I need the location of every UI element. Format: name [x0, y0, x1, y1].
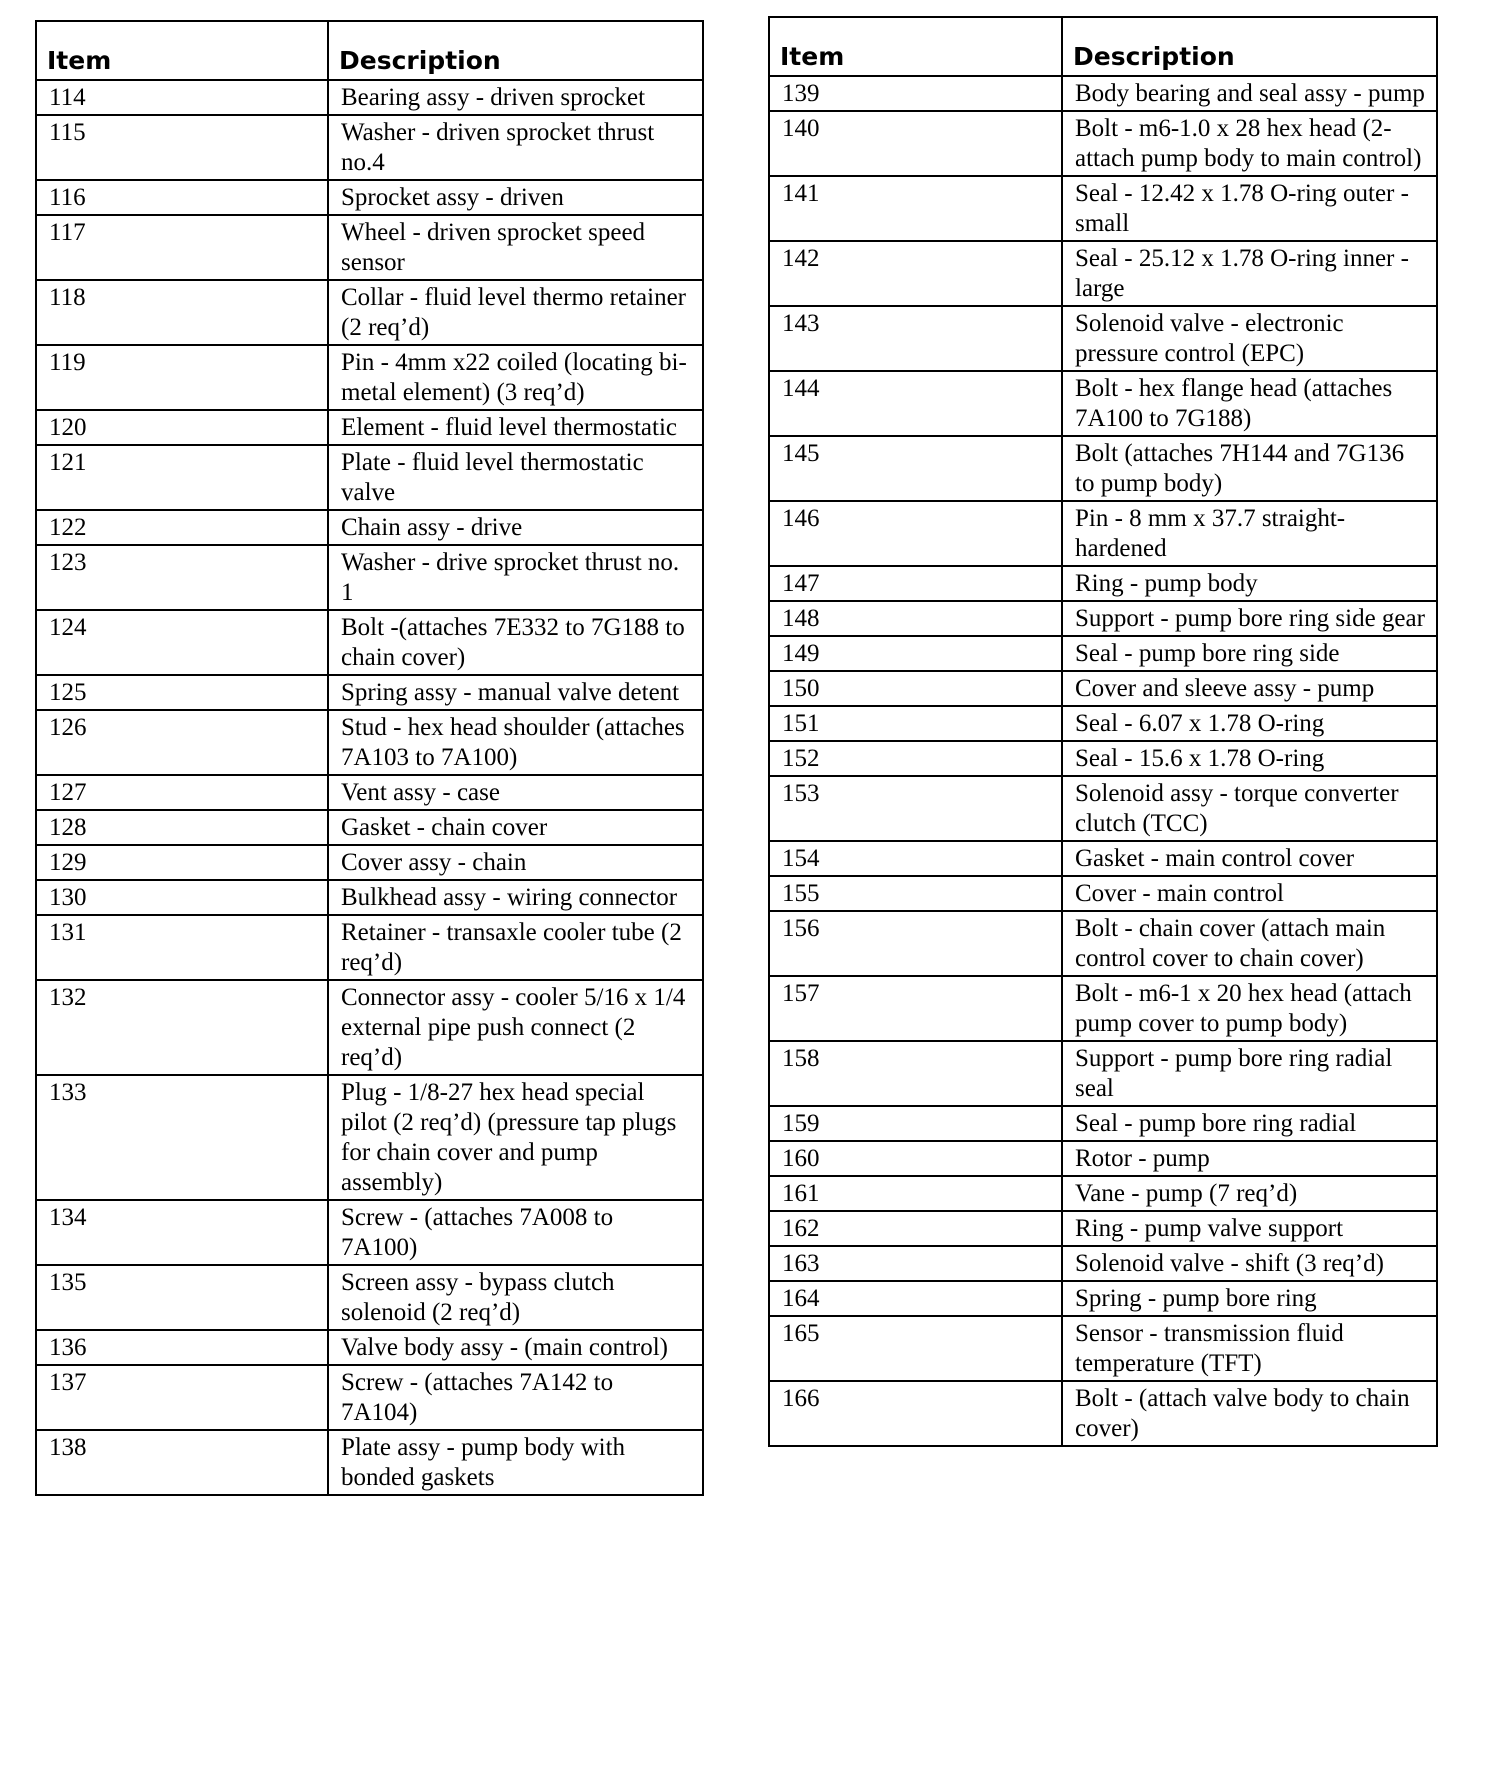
description-column-header: Description	[328, 21, 703, 80]
item-number-cell: 121	[36, 445, 328, 510]
table-row	[36, 115, 703, 180]
table-row	[769, 636, 1437, 671]
table-row	[769, 601, 1437, 636]
description-cell: Cover and sleeve assy - pump	[1062, 671, 1437, 706]
description-cell: Valve body assy - (main control)	[328, 1330, 703, 1365]
left-table-body	[36, 80, 703, 1495]
table-header-row	[769, 17, 1437, 76]
table-row	[36, 845, 703, 880]
table-row	[769, 1316, 1437, 1381]
description-cell: Screw - (attaches 7A142 to 7A104)	[328, 1365, 703, 1430]
item-number-cell: 163	[769, 1246, 1062, 1281]
item-number-cell: 154	[769, 841, 1062, 876]
item-number-cell: 165	[769, 1316, 1062, 1381]
description-cell: Chain assy - drive	[328, 510, 703, 545]
item-number-cell: 143	[769, 306, 1062, 371]
table-row	[36, 180, 703, 215]
table-row	[36, 510, 703, 545]
table-row	[769, 876, 1437, 911]
item-number-cell: 146	[769, 501, 1062, 566]
table-row	[769, 176, 1437, 241]
item-number-cell: 149	[769, 636, 1062, 671]
table-row	[36, 280, 703, 345]
description-cell: Pin - 8 mm x 37.7 straight-hardened	[1062, 501, 1437, 566]
item-number-cell: 126	[36, 710, 328, 775]
table-row	[769, 306, 1437, 371]
table-row	[769, 741, 1437, 776]
description-cell: Collar - fluid level thermo retainer (2 req’d)	[328, 280, 703, 345]
description-cell: Rotor - pump	[1062, 1141, 1437, 1176]
table-row	[769, 706, 1437, 741]
description-cell: Solenoid valve - shift (3 req’d)	[1062, 1246, 1437, 1281]
table-row	[36, 710, 703, 775]
description-cell: Support - pump bore ring side gear	[1062, 601, 1437, 636]
item-number-cell: 158	[769, 1041, 1062, 1106]
description-cell: Vent assy - case	[328, 775, 703, 810]
description-cell: Ring - pump valve support	[1062, 1211, 1437, 1246]
description-cell: Body bearing and seal assy - pump	[1062, 76, 1437, 111]
description-cell: Solenoid valve - electronic pressure control (EPC)	[1062, 306, 1437, 371]
table-row	[36, 1200, 703, 1265]
item-number-cell: 164	[769, 1281, 1062, 1316]
item-number-cell: 117	[36, 215, 328, 280]
table-row	[769, 1106, 1437, 1141]
item-number-cell: 155	[769, 876, 1062, 911]
parts-table-left	[35, 20, 704, 1496]
item-number-cell: 142	[769, 241, 1062, 306]
description-cell: Seal - 25.12 x 1.78 O-ring inner - large	[1062, 241, 1437, 306]
description-cell: Bulkhead assy - wiring connector	[328, 880, 703, 915]
table-row	[36, 675, 703, 710]
table-row	[769, 671, 1437, 706]
description-cell: Vane - pump (7 req’d)	[1062, 1176, 1437, 1211]
table-row	[769, 776, 1437, 841]
item-number-cell: 131	[36, 915, 328, 980]
item-number-cell: 127	[36, 775, 328, 810]
description-cell: Bolt - hex flange head (attaches 7A100 to 7G188)	[1062, 371, 1437, 436]
description-cell: Cover - main control	[1062, 876, 1437, 911]
table-row	[769, 1141, 1437, 1176]
item-number-cell: 132	[36, 980, 328, 1075]
item-number-cell: 134	[36, 1200, 328, 1265]
description-cell: Wheel - driven sprocket speed sensor	[328, 215, 703, 280]
item-number-cell: 156	[769, 911, 1062, 976]
table-row	[769, 501, 1437, 566]
description-cell: Seal - 6.07 x 1.78 O-ring	[1062, 706, 1437, 741]
item-number-cell: 129	[36, 845, 328, 880]
table-row	[36, 810, 703, 845]
table-row	[36, 980, 703, 1075]
item-number-cell: 115	[36, 115, 328, 180]
table-row	[769, 76, 1437, 111]
description-cell: Sprocket assy - driven	[328, 180, 703, 215]
item-number-cell: 162	[769, 1211, 1062, 1246]
description-cell: Spring - pump bore ring	[1062, 1281, 1437, 1316]
item-number-cell: 160	[769, 1141, 1062, 1176]
description-cell: Seal - 12.42 x 1.78 O-ring outer - small	[1062, 176, 1437, 241]
item-number-cell: 118	[36, 280, 328, 345]
item-number-cell: 153	[769, 776, 1062, 841]
description-cell: Bearing assy - driven sprocket	[328, 80, 703, 115]
item-number-cell: 159	[769, 1106, 1062, 1141]
item-column-header: Item	[769, 17, 1062, 76]
table-row	[769, 976, 1437, 1041]
description-cell: Sensor - transmission fluid temperature (TFT)	[1062, 1316, 1437, 1381]
description-cell: Support - pump bore ring radial seal	[1062, 1041, 1437, 1106]
description-cell: Bolt - m6-1 x 20 hex head (attach pump cover to pump body)	[1062, 976, 1437, 1041]
description-cell: Element - fluid level thermostatic	[328, 410, 703, 445]
item-number-cell: 120	[36, 410, 328, 445]
description-cell: Bolt - m6-1.0 x 28 hex head (2-attach pump body to main control)	[1062, 111, 1437, 176]
description-cell: Bolt -(attaches 7E332 to 7G188 to chain cover)	[328, 610, 703, 675]
table-row	[769, 1211, 1437, 1246]
item-number-cell: 116	[36, 180, 328, 215]
item-column-header: Item	[36, 21, 328, 80]
item-number-cell: 148	[769, 601, 1062, 636]
table-row	[36, 80, 703, 115]
item-number-cell: 130	[36, 880, 328, 915]
description-cell: Bolt (attaches 7H144 and 7G136 to pump body)	[1062, 436, 1437, 501]
table-row	[36, 215, 703, 280]
table-row	[769, 241, 1437, 306]
item-number-cell: 138	[36, 1430, 328, 1495]
description-cell: Seal - 15.6 x 1.78 O-ring	[1062, 741, 1437, 776]
item-number-cell: 114	[36, 80, 328, 115]
item-number-cell: 151	[769, 706, 1062, 741]
description-cell: Stud - hex head shoulder (attaches 7A103 to 7A100)	[328, 710, 703, 775]
table-row	[36, 1365, 703, 1430]
table-row	[36, 610, 703, 675]
table-row	[769, 111, 1437, 176]
item-number-cell: 123	[36, 545, 328, 610]
item-number-cell: 157	[769, 976, 1062, 1041]
item-number-cell: 133	[36, 1075, 328, 1200]
description-cell: Screw - (attaches 7A008 to 7A100)	[328, 1200, 703, 1265]
table-row	[36, 345, 703, 410]
description-cell: Pin - 4mm x22 coiled (locating bi-metal element) (3 req’d)	[328, 345, 703, 410]
table-row	[769, 1246, 1437, 1281]
table-row	[769, 1041, 1437, 1106]
table-row	[36, 1075, 703, 1200]
description-cell: Retainer - transaxle cooler tube (2 req’d)	[328, 915, 703, 980]
table-row	[36, 915, 703, 980]
table-row	[769, 371, 1437, 436]
item-number-cell: 139	[769, 76, 1062, 111]
description-cell: Spring assy - manual valve detent	[328, 675, 703, 710]
item-number-cell: 152	[769, 741, 1062, 776]
item-number-cell: 124	[36, 610, 328, 675]
item-number-cell: 137	[36, 1365, 328, 1430]
item-number-cell: 119	[36, 345, 328, 410]
right-table-body	[769, 76, 1437, 1446]
description-cell: Cover assy - chain	[328, 845, 703, 880]
table-row	[769, 436, 1437, 501]
description-cell: Screen assy - bypass clutch solenoid (2 req’d)	[328, 1265, 703, 1330]
description-cell: Gasket - chain cover	[328, 810, 703, 845]
item-number-cell: 166	[769, 1381, 1062, 1446]
table-row	[769, 911, 1437, 976]
table-row	[36, 545, 703, 610]
table-row	[36, 445, 703, 510]
table-row	[769, 841, 1437, 876]
parts-table-right	[768, 16, 1438, 1447]
item-number-cell: 128	[36, 810, 328, 845]
item-number-cell: 140	[769, 111, 1062, 176]
item-number-cell: 136	[36, 1330, 328, 1365]
description-cell: Plug - 1/8-27 hex head special pilot (2 req’d) (pressure tap plugs for chain cover and pump assembly)	[328, 1075, 703, 1200]
description-cell: Seal - pump bore ring radial	[1062, 1106, 1437, 1141]
description-cell: Connector assy - cooler 5/16 x 1/4 external pipe push connect (2 req’d)	[328, 980, 703, 1075]
table-row	[769, 1381, 1437, 1446]
description-cell: Bolt - (attach valve body to chain cover)	[1062, 1381, 1437, 1446]
description-cell: Ring - pump body	[1062, 566, 1437, 601]
table-row	[769, 1176, 1437, 1211]
description-cell: Plate - fluid level thermostatic valve	[328, 445, 703, 510]
description-column-header: Description	[1062, 17, 1437, 76]
item-number-cell: 125	[36, 675, 328, 710]
item-number-cell: 141	[769, 176, 1062, 241]
table-row	[36, 775, 703, 810]
table-row	[769, 566, 1437, 601]
item-number-cell: 150	[769, 671, 1062, 706]
description-cell: Solenoid assy - torque converter clutch (TCC)	[1062, 776, 1437, 841]
description-cell: Washer - drive sprocket thrust no. 1	[328, 545, 703, 610]
item-number-cell: 145	[769, 436, 1062, 501]
item-number-cell: 122	[36, 510, 328, 545]
description-cell: Seal - pump bore ring side	[1062, 636, 1437, 671]
description-cell: Plate assy - pump body with bonded gaskets	[328, 1430, 703, 1495]
item-number-cell: 135	[36, 1265, 328, 1330]
table-row	[769, 1281, 1437, 1316]
table-row	[36, 1265, 703, 1330]
table-row	[36, 880, 703, 915]
table-row	[36, 1430, 703, 1495]
description-cell: Gasket - main control cover	[1062, 841, 1437, 876]
description-cell: Bolt - chain cover (attach main control cover to chain cover)	[1062, 911, 1437, 976]
item-number-cell: 161	[769, 1176, 1062, 1211]
item-number-cell: 147	[769, 566, 1062, 601]
description-cell: Washer - driven sprocket thrust no.4	[328, 115, 703, 180]
table-row	[36, 1330, 703, 1365]
table-row	[36, 410, 703, 445]
table-header-row	[36, 21, 703, 80]
item-number-cell: 144	[769, 371, 1062, 436]
